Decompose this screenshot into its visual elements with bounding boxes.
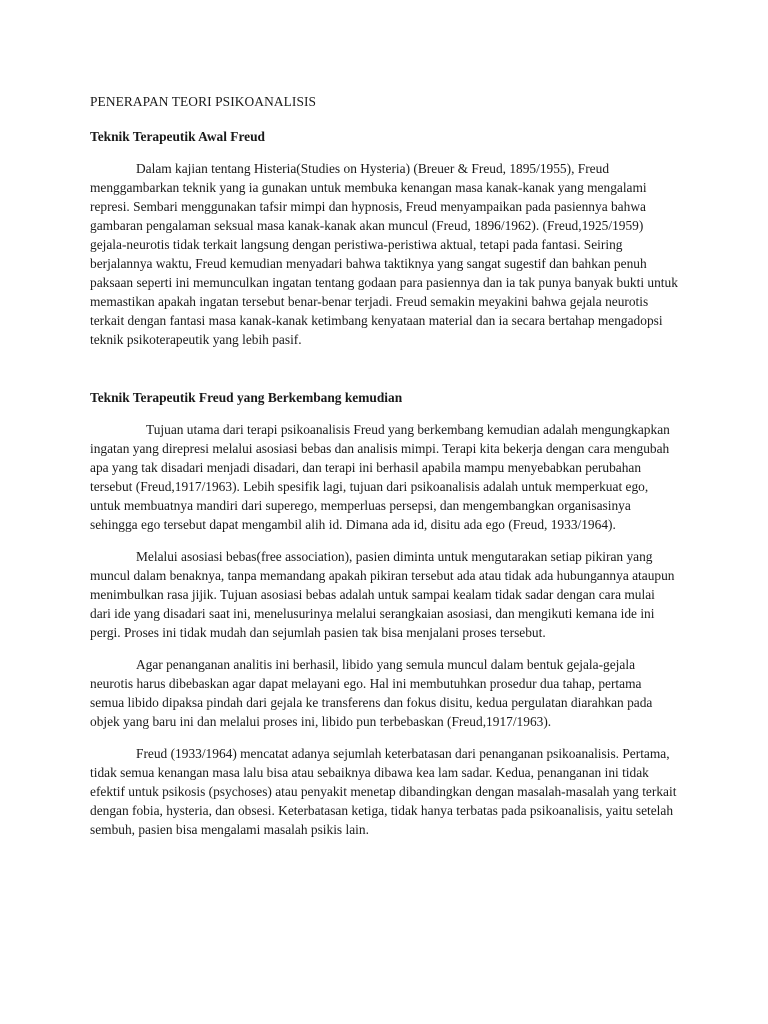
- section-early-technique: [90, 128, 678, 349]
- paragraph: Tujuan utama dari terapi psikoanalisis Freud yang berkembang kemudian adalah mengungkapkan ingatan yang direpresi melalui asosiasi bebas dan analisis mimpi. Terapi kita bekerja dengan cara mengubah apa yang tak disadari menjadi disadari, dan terapi ini berhasil apabila mampu menyebabkan perubahan tersebut (Freud,1917/1963). Lebih spesifik lagi, tujuan dari psikoanalisis adalah untuk memperkuat ego, untuk membuatnya mandiri dari superego, memperluas persepsi, dan mengembangkan organisasinya sehingga ego tersebut dapat mengambil alih id. Dimana ada id, disitu ada ego (Freud, 1933/1964).: [90, 422, 670, 532]
- section-later-technique: [90, 389, 678, 839]
- section-heading: Teknik Terapeutik Freud yang Berkembang kemudian: [90, 390, 403, 405]
- document-title: PENERAPAN TEORI PSIKOANALISIS: [90, 94, 317, 109]
- paragraph: Freud (1933/1964) mencatat adanya sejumlah keterbatasan dari penanganan psikoanalisis. Pertama, tidak semua kenangan masa lalu bisa atau sebaiknya dibawa kea lam sadar. Kedua, penanganan ini tidak efektif untuk psikosis (psychoses) atau penyakit menetap dibandingkan dengan masalah-masalah yang terkait dengan fobia, hysteria, dan obsesi. Keterbatasan ketiga, tidak hanya terbatas pada psikoanalisis, yaitu setelah sembuh, pasien bisa mengalami masalah psikis lain.: [90, 746, 677, 837]
- paragraph: Dalam kajian tentang Histeria(Studies on Hysteria) (Breuer & Freud, 1895/1955), Freud menggambarkan teknik yang ia gunakan untuk membuka kenangan masa kanak-kanak yang mengalami represi. Sembari menggunakan tafsir mimpi dan hypnosis, Freud menyampaikan pada pasiennya bahwa gambaran pengalaman seksual masa kanak-kanak akan muncul (Freud, 1896/1962). (Freud,1925/1959) gejala-neurotis tidak terkait langsung dengan peristiwa-peristiwa aktual, tetapi pada fantasi. Seiring berjalannya waktu, Freud kemudian menyadari bahwa taktiknya yang sangat sugestif dan bahkan penuh paksaan seperti ini memunculkan ingatan tentang godaan para pasiennya dan ia tak punya banyak bukti untuk memastikan apakah ingatan tersebut benar-benar terjadi. Freud semakin meyakini bahwa gejala neurotis terkait dengan fantasi masa kanak-kanak ketimbang kenyataan material dan ia secara bertahap mengadopsi teknik psikoterapeutik yang lebih pasif.: [90, 161, 678, 347]
- paragraph: Agar penanganan analitis ini berhasil, libido yang semula muncul dalam bentuk gejala-gejala neurotis harus dibebaskan agar dapat melayani ego. Hal ini membutuhkan prosedur dua tahap, pertama semua libido dipaksa pindah dari gejala ke transferens dan fokus disitu, kedua pergulatan diarahkan pada objek yang baru ini dan melalui proses ini, libido pun terbebaskan (Freud,1917/1963).: [90, 657, 653, 729]
- section-heading: Teknik Terapeutik Awal Freud: [90, 129, 265, 144]
- paragraph: Melalui asosiasi bebas(free association), pasien diminta untuk mengutarakan setiap pikiran yang muncul dalam benaknya, tanpa memandang apakah pikiran tersebut ada atau tidak ada hubungannya ataupun menimbulkan rasa jijik. Tujuan asosiasi bebas adalah untuk sampai kealam tidak sadar dengan cara mulai dari ide yang disadari saat ini, menelusurinya melalui serangkaian asosiasi, dan mengikuti kemana ide ini pergi. Proses ini tidak mudah dan sejumlah pasien tak bisa menjalani proses tersebut.: [90, 549, 675, 640]
